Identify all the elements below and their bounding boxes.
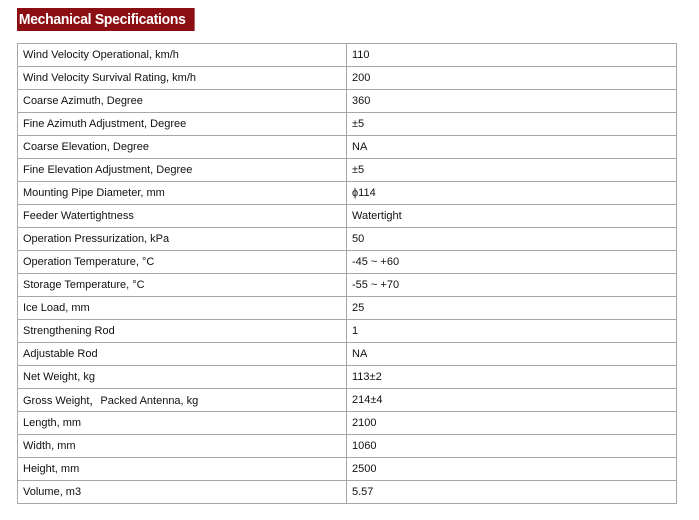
table-row	[18, 67, 677, 90]
spec-label: Storage Temperature, °C	[18, 274, 347, 297]
table-row	[18, 458, 677, 481]
spec-value: NA	[347, 343, 677, 366]
table-row	[18, 182, 677, 205]
table-row	[18, 228, 677, 251]
spec-label: Feeder Watertightness	[18, 205, 347, 228]
spec-value: -55 ~ +70	[347, 274, 677, 297]
table-row	[18, 113, 677, 136]
section-title: Mechanical Specifications	[17, 8, 195, 31]
spec-label: Mounting Pipe Diameter, mm	[18, 182, 347, 205]
table-row	[18, 251, 677, 274]
table-row	[18, 366, 677, 389]
spec-value: 1	[347, 320, 677, 343]
spec-value: 50	[347, 228, 677, 251]
spec-value: NA	[347, 136, 677, 159]
spec-label: Operation Temperature, °C	[18, 251, 347, 274]
spec-label: Height, mm	[18, 458, 347, 481]
spec-label: Volume, m3	[18, 481, 347, 504]
spec-label: Adjustable Rod	[18, 343, 347, 366]
spec-value: 5.57	[347, 481, 677, 504]
spec-label: Wind Velocity Survival Rating, km/h	[18, 67, 347, 90]
spec-value: 200	[347, 67, 677, 90]
spec-label: Strengthening Rod	[18, 320, 347, 343]
spec-value: ±5	[347, 159, 677, 182]
table-row	[18, 136, 677, 159]
spec-label: Width, mm	[18, 435, 347, 458]
spec-value: 2500	[347, 458, 677, 481]
table-row	[18, 435, 677, 458]
table-row	[18, 412, 677, 435]
table-row	[18, 389, 677, 412]
spec-label: Operation Pressurization, kPa	[18, 228, 347, 251]
spec-value: -45 ~ +60	[347, 251, 677, 274]
table-row	[18, 90, 677, 113]
table-row	[18, 274, 677, 297]
spec-value: ±5	[347, 113, 677, 136]
spec-value: ϕ114	[347, 182, 677, 205]
spec-label: Length, mm	[18, 412, 347, 435]
spec-label: Gross Weight，Packed Antenna, kg	[18, 389, 347, 412]
table-row	[18, 297, 677, 320]
spec-label: Ice Load, mm	[18, 297, 347, 320]
table-row	[18, 205, 677, 228]
table-row	[18, 343, 677, 366]
table-row	[18, 44, 677, 67]
spec-value: 110	[347, 44, 677, 67]
spec-value: 360	[347, 90, 677, 113]
mechanical-specifications-table	[17, 43, 677, 504]
table-row	[18, 159, 677, 182]
spec-label: Fine Elevation Adjustment, Degree	[18, 159, 347, 182]
spec-label: Coarse Azimuth, Degree	[18, 90, 347, 113]
spec-value: 2100	[347, 412, 677, 435]
spec-value: 1060	[347, 435, 677, 458]
spec-value: 214±4	[347, 389, 677, 412]
spec-value: 113±2	[347, 366, 677, 389]
spec-value: 25	[347, 297, 677, 320]
spec-label: Fine Azimuth Adjustment, Degree	[18, 113, 347, 136]
spec-label: Coarse Elevation, Degree	[18, 136, 347, 159]
spec-label: Wind Velocity Operational, km/h	[18, 44, 347, 67]
table-row	[18, 481, 677, 504]
table-row	[18, 320, 677, 343]
spec-label: Net Weight, kg	[18, 366, 347, 389]
spec-value: Watertight	[347, 205, 677, 228]
